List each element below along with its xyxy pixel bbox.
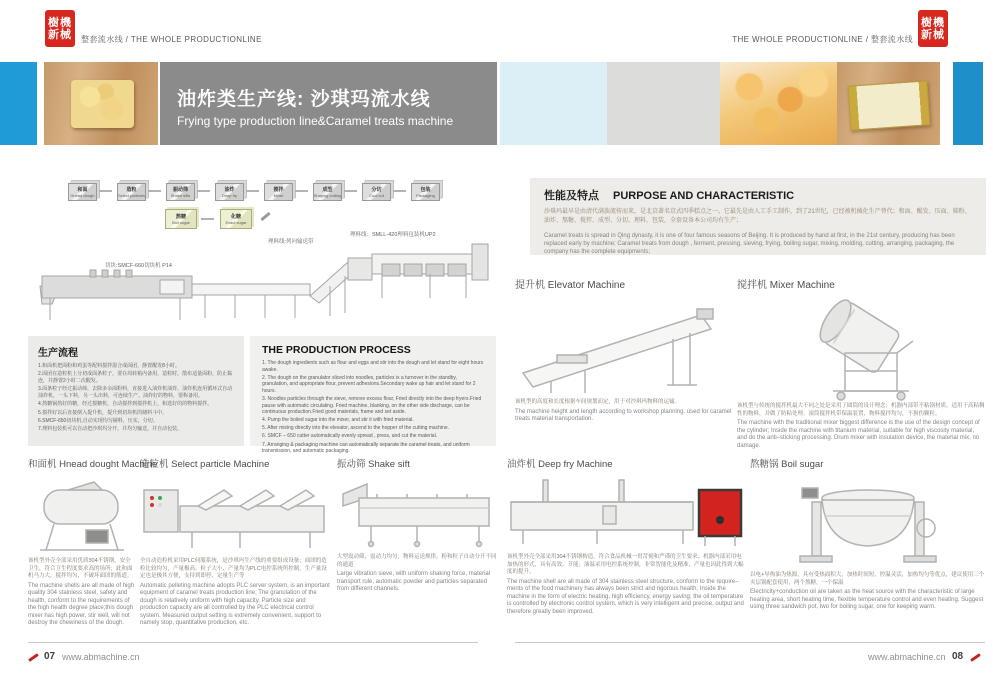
flow-connector [295,190,308,192]
machine-section-elevator [515,276,733,424]
machine-title: 造粒机 Select particle Machine [140,459,270,470]
machine-desc-en: Electricity+conduction oil are taken as the heat source with the characteristic of large heating area, short heating time, flexible temperature control and even heating. Suggest using three sandwich pot, two for boiling sugar, one for keeping warm. [750,589,984,610]
banner-blue-block-right [953,62,983,145]
production-process-en-panel [250,336,496,455]
flow-step-label-zh: 搅拌 [273,186,284,193]
process-en-item: 7. Arranging & packaging machine can automatically separate the caramel treats, and uniform transmission, and automatic packaging. [262,441,470,455]
page-number-left: 07 [44,651,56,662]
banner-blue-block-left [0,62,37,145]
elevator-machine-illustration [515,293,733,397]
flow-step-shaping-cutting [313,183,342,201]
flow-step-label-zh: 化糖 [230,213,241,220]
flow-step-label-zh: 熬糖 [175,213,186,220]
flow-step-label-en: Shaping cutting [313,192,342,198]
banner-lightblue-block [500,62,607,145]
flow-step-label-zh: 振动筛 [172,186,188,193]
machine-title: 提升机 Elevator Machine [515,280,626,291]
process-en-item: 1. The dough ingredients such as flour and eggs and stir into the dough and let stand for eight hours awake. [262,360,484,373]
banner-photo-caramel-treat [44,62,158,145]
characteristic-title-zh: 性能及特点 [544,190,599,202]
footer-divider-right [515,642,985,643]
flow-step-label-en: Select particles [117,192,146,198]
diagram-annotation-cutter: 切块:SMCF-660切块机 P14 [105,263,172,269]
diagram-annotation-conveyor: 理料线:列向输送带 [268,239,314,245]
machine-desc-zh: 大型震动筛，震动力均匀，物料运送规律，粉和粒子自动分开不同的通道 [337,554,497,568]
package-image [848,80,931,131]
flow-step-shake-sift [166,183,195,201]
characteristic-title-en: PURPOSE AND CHARACTERISTIC [613,190,795,202]
flow-step-label-zh: 油炸 [224,186,235,193]
machine-section-mixer [737,276,985,450]
flow-step-label-en: Hnead dough [70,192,95,198]
production-process-en-title: THE PRODUCTION PROCESS [262,344,411,356]
machine-section-dough [28,456,158,628]
flow-connector [393,190,406,192]
process-en-item: 3. Noodles particles through the sieve, remove excess flour, Fried directly into the deep fryers.Fried pause with automatic circulating. Fried machine, blanking, on the other side discharge, can be continuous production.Fried good materials, frame and set aside. [262,395,482,416]
machine-desc-en: Large vibration sieve, with uniform shaking force, material transport rule, automatic powder and particles separated from different channels. [337,571,491,592]
process-zh-item: 1.和面机把面粉和鸡蛋等配料搅拌混合成面团，静置醒发8小时。 [38,363,180,369]
machine-section-sugar [750,456,986,612]
flow-step-label-en: Packaging [416,192,435,198]
flow-step-label-zh: 和面 [77,186,88,193]
flow-step-knead-dough [68,183,97,201]
process-zh-item: 5.搅拌好以后直接倒入提升机，提升到切块机的储料斗中。 [38,409,168,416]
brand-tagline-left: 整套流水线 / THE WHOLE PRODUCTIONLINE [81,35,262,44]
process-flowchart [60,183,490,233]
machine-section-sift [337,456,497,594]
machine-title: 熬糖锅 Boil sugar [750,459,824,470]
flow-step-deep-fry [215,183,244,201]
machine-desc-en: The machine height and length according to workshop planning, used for caramel treats material transportation. [515,408,732,422]
machine-desc-zh: 该机型与传统的搅拌机最大不同之处是采用了圆筒的设计理念；机器内部带不粘锅材质，适用于高粘稠性的物料，并做了防粘处理。滚筒搅拌机带保温装置，物料搅拌均匀，不损伤颗粒。 [737,403,985,417]
footer-website-right[interactable]: www.abmachine.cn [868,652,946,662]
process-zh-item: 2.面团在造粒机上分切成面条粒子，要在周转箱内备用，造粒时，散布适量面粉，防止黏连，并静置2小时二次醒发。 [38,371,233,385]
brand-seal-logo-left [45,10,75,47]
boil-sugar-kettle-illustration [750,472,986,570]
dough-machine-illustration [28,472,136,556]
machine-desc-zh: 以电+导热油为热源，具有受热面积大，加热时间短，控温灵活，加热均匀等优点，建议使用三个夹层锅配套使用，两个熬糖，一个保温 [750,572,985,586]
machine-title: 油炸机 Deep fry Machine [507,459,613,470]
machine-title: 和面机 Hnead dought Machine [28,459,158,470]
machine-desc-zh: 该机型外壳全部采用优质304不锈钢，安全卫生，符合卫生程度要求高的场所；此和面机马力大，搅拌均匀，不破坏面团的筋道。 [28,558,133,579]
flow-step-label-zh: 分切 [371,186,382,193]
process-zh-item: 6.SMCF-650切块机,自动实现均匀铺料，压实，分切。 [38,418,158,425]
banner-photo-caramel-closeup [720,62,837,145]
production-process-zh-panel [28,336,244,446]
machine-desc-en: The machine with the traditional mixer biggest difference is the use of the design concept of the cylinder; Inside the machine with titanium material, suitable for high viscosity material, and do the anti–sticking processing. Drum mixer with insulation device, the material mix, no damage. [737,420,980,449]
flow-step-label-en: Cool cut [369,192,384,198]
process-zh-item: 3.面条粒子经过振动筛，去除多余面粉料，直接进入油炸机油炸，油炸机连用循环式自动油炸机，一头下料，另一头出料，可连续生产。油炸好的物料，要称备用。 [38,386,233,400]
process-en-item: 6. SMCF – 650 cutter automatically evenly spread , press, and cut the material. [262,433,438,440]
page-number-right: 08 [952,651,964,662]
process-en-item: 4. Pump the boiled sugar into the mixer, and stir it with fried material. [262,417,414,424]
banner-photo-packaged-product [837,62,940,145]
machine-title: 搅拌机 Mixer Machine [737,280,835,291]
flow-connector [99,190,112,192]
page-title-zh: 油炸类生产线: 沙琪玛流水线 [177,89,431,110]
flow-step-mixer [264,183,293,201]
flow-step-label-zh: 成型 [322,186,333,193]
flow-step-label-en: Boil sugar [172,219,190,225]
page-title-en: Frying type production line&Caramel treats machine [177,114,454,128]
shake-sift-illustration [337,472,497,552]
machine-desc-zh: 该机型的高度和长度根据车间规划而定，用于对沙琪玛物料的运输。 [515,399,681,405]
diagram-annotation-packer: 理料线：SMLL-420理料包装机UP2 [350,232,436,238]
production-line-illustration [30,228,490,333]
flow-step-label-en: Deep fry [221,192,238,198]
process-zh-item: 4.熬糖锅熬好的糖，经过搅糖机，自动搅拌到搅拌机上，和选好的的物料搅拌。 [38,401,213,408]
process-en-item: 5. After mixing directly into the elevator, ascend to the hopper of the cutting machine. [262,425,450,432]
flow-step-label-zh: 包装 [420,186,431,193]
brand-seal-row1: 樹機 [921,16,945,29]
flow-step-packaging [411,183,440,201]
brand-seal-row2: 新械 [921,28,945,41]
machine-section-fry [507,456,745,616]
particle-machine-illustration [140,472,330,556]
flow-connector [201,218,214,220]
mixer-machine-illustration [737,293,985,401]
deep-fry-machine-illustration [507,472,745,552]
wrench-icon [970,653,981,662]
wrench-icon [28,653,39,662]
flow-step-label-en: Mixer [273,192,284,198]
process-en-item: 2. The dough on the granulator sliced into noodles, particles is a turnover in the standby, granulation, and appropriate flour, prevent adhesions.Secondary wake up hair and let stand for 2 hours. [262,374,476,394]
machine-desc-en: The machine shell are all made of 304 stainless steel structure, conform to the require–ments of the food machinery has always been strict and rigorous health; Inside the machine in the form of electric heating, high efficiency, energy saving; the oil temperature is controlled by electronic control system, which is very intelligent and precise, output and therefore greatly been improved. [507,578,744,615]
machine-section-particle [140,456,330,628]
brand-seal-row2: 新械 [48,28,72,41]
flow-connector [148,190,161,192]
flow-step-cool-cut [362,183,391,201]
process-zh-item: 7.理料包装机可以自动把沙琪玛分开，并均匀输送，并自动包装。 [38,426,183,433]
production-process-zh-title: 生产流程 [38,348,78,359]
flow-step-label-en: Exact sugar [225,219,247,225]
caramel-treat-image [71,80,134,128]
footer-divider-left [28,642,478,643]
flow-step-label-en: Shake sifts [170,192,191,198]
machine-desc-en: Automatic pelleting machine adopts PLC server system, is an important equipment of caramel treats production line; The granulation of the dough is relatively uniform with high capacity, Particle size and production capacity are all controlled by the PLC electrical control system. Measured output setting is extremely convenient, support to namely stop, quantitative production, etc. [140,582,330,626]
machine-desc-en: The machine shells are all made of high quality 304 stainless steel, safety and health, conform to the requirements of the high health degree place;this dough mixer has high power, stir well, will not destroy the chewiness of the dough. [28,582,135,626]
flow-step-select-particles [117,183,146,201]
flow-step-boil-sugar [165,209,197,229]
banner-lightgray-block [607,62,720,145]
purpose-characteristic-panel [530,178,986,255]
flow-step-melt-sugar [220,209,252,229]
brand-seal-logo-right [918,10,948,47]
brand-tagline-right: THE WHOLE PRODUCTIONLINE / 整套流水线 [732,35,913,44]
characteristic-body-en: Caramel treats is spread in Qing dynasty, it is one of four famous seasons of Beijing. It is produced by hand at first, in the 21st century, producing has been replaced early by machine; Caramel treats from dough , ferment, pressing, sieving, frying, boiling sugar, mixing, molding, cutting, arranging, packaging, the company has the complete equipments; [544,233,955,255]
machine-title: 振动筛 Shake sift [337,459,410,470]
footer-website-left[interactable]: www.abmachine.cn [62,652,140,662]
characteristic-body-zh: 沙琪玛最早是由清代满族流传而来，是北京著名京式四季糕点之一。它最先是由人工手工制作，到了21世纪，已经被机械化生产替代；和面、醒发、压面、筛粉、油炸、熬糖、搅拌、成型、分切、理料、包装，全套设备本公司均有生产； [544,209,971,224]
machine-desc-zh: 全自动造粒机采用PLC伺服系统，是沙琪玛生产线的重要组成设备；面团的造粒比较均匀，产量极高。粒子大小、产量均为PLC电控系统所控制。生产量设定也是极其方便，支持到即停、定量生产等 [140,558,327,579]
flow-connector [344,190,357,192]
pencil-icon [260,212,270,221]
banner-title-panel [160,62,497,145]
machine-desc-zh: 该机型外壳全部采用304不锈钢构造，符合食品机械一贯苛刻和严谨的卫生要求；机器内部采用电加热的形式，具有高效、节能；油温采用电控系统控制，非常智能化及精准，产量也因此得到大幅度的提升。 [507,554,744,575]
flow-step-label-zh: 造粒 [126,186,137,193]
flow-connector [197,190,210,192]
production-line-drawing [30,228,490,333]
flow-connector [246,190,259,192]
brand-seal-row1: 樹機 [48,16,72,29]
